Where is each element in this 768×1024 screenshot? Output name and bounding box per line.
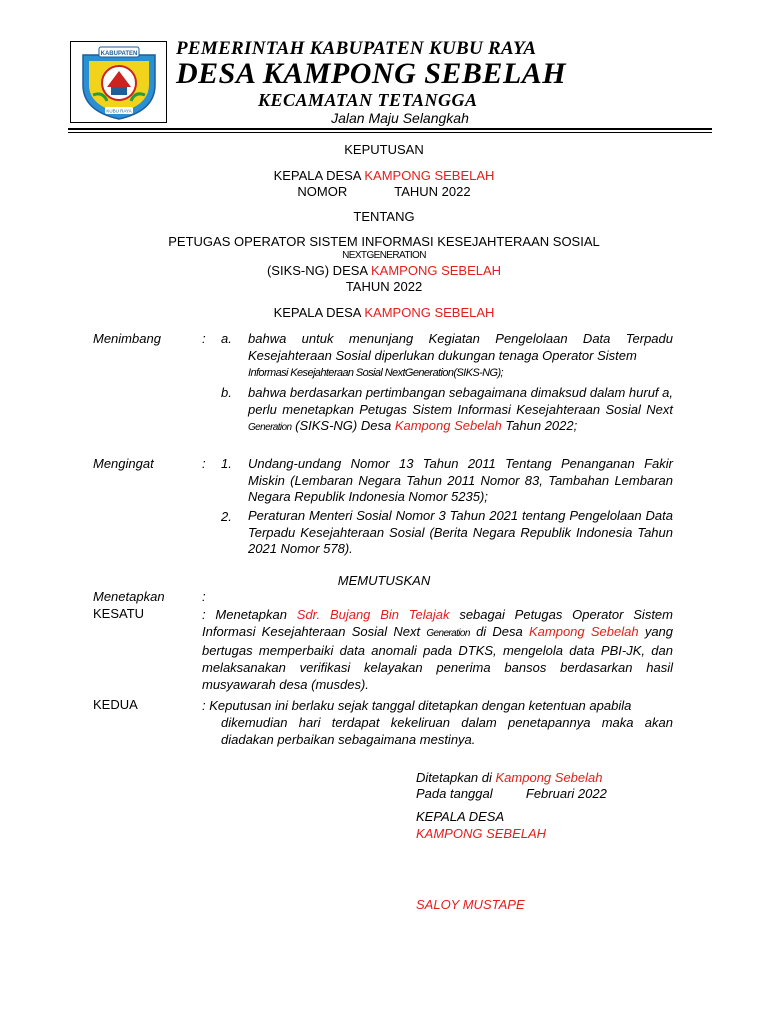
issuer-repeat [0,305,768,320]
decree-issuer [0,168,768,183]
village-name: DESA KAMPONG SEBELAH [176,57,567,90]
year-label: TAHUN 2022 [394,184,471,199]
recalling-1-marker: 1. [221,456,232,471]
district-name: KECAMATAN TETANGGA [258,90,478,110]
subject-line-3 [0,263,768,278]
considering-a-marker: a. [221,331,232,346]
subject-line-2: NEXTGENERATION [342,250,426,261]
enacted-at-label: Ditetapkan di [416,770,492,785]
logo-bottom-text: KUBU RAYA [106,108,132,114]
first-label: KESATU [93,606,145,621]
subject-line-1: PETUGAS OPERATOR SISTEM INFORMASI KESEJAHTERAAN SOSIAL [168,234,600,249]
issuer-village-2: KAMPONG SEBELAH [364,305,495,320]
issuer-title: KEPALA DESA [273,168,361,183]
considering-a-main: bahwa untuk menunjang Kegiatan Pengelolaan Data Terpadu Kesejahteraan Sosial diperlukan dukungan tenaga Operator Sistem [248,331,673,363]
issuer-title-2: KEPALA DESA [273,305,361,320]
government-name: PEMERINTAH KABUPATEN KUBU RAYA [176,38,537,59]
recalling-2-marker: 2. [221,509,232,524]
considering-a-text [248,331,673,382]
considering-a-tail: Informasi Kesejahteraan Sosial NextGeneration(SIKS-NG); [248,367,503,379]
subject-year: TAHUN 2022 [345,279,423,294]
date-label: Pada tanggal [416,786,493,801]
header-divider-thin [68,132,712,133]
first-decision-text [202,606,673,693]
first-village: Kampong Sebelah [528,624,639,639]
subject-village: KAMPONG SEBELAH [371,263,502,278]
first-role: sebagai Petugas Operator Sistem Informasi Kesejahteraan Sosial Next [202,607,673,639]
recalling-2-text: Peraturan Menteri Sosial Nomor 3 Tahun 2021 tentang Pengelolaan Data Terpadu Kesejahteraan Sosial (Berita Negara Republik Indonesia Tahun 2021 Nomor 578). [248,508,673,556]
considering-b-year: Tahun 2022; [505,418,578,433]
issuer-village: KAMPONG SEBELAH [364,168,495,183]
first-prefix: : Menetapkan [202,607,287,622]
enacted-place: Kampong Sebelah [495,770,603,785]
second-label: KEDUA [93,697,138,712]
stipulating-colon: : [202,589,206,604]
subject-prefix: (SIKS-NG) DESA [266,263,368,278]
deciding-heading: MEMUTUSKAN [337,573,431,588]
first-generation: Generation [426,628,470,639]
decree-number [0,184,768,199]
recalling-label: Mengingat [93,456,154,471]
considering-colon: : [202,331,206,346]
considering-b-generation: Generation [248,422,292,433]
considering-b-marker: b. [221,385,232,400]
enacted-date [416,786,607,801]
first-duties: yang bertugas memperbaiki data anomali pada DTKS, mengelola data PBI-JK, dan melaksanakan verifikasi kelayakan penerima bansos berdasarkan hasil musyawarah desa (musdes). [202,624,674,692]
considering-b-text [248,385,673,437]
recalling-1-text: Undang-undang Nomor 13 Tahun 2011 Tentang Penanganan Fakir Miskin (Lembaran Negara Tahun 2011 Nomor 83, Tambahan Lembaran Negara Republik Indonesia Nomor 5235); [248,456,673,504]
considering-b-village: Kampong Sebelah [394,418,502,433]
about-heading: TENTANG [353,209,415,224]
logo-banner-text: KABUPATEN [100,51,138,57]
considering-b-main: bahwa berdasarkan pertimbangan sebagaimana dimaksud dalam huruf a, perlu menetapkan Petugas Sistem Informasi Kesejahteraan Sosial Next [248,385,673,417]
recalling-colon: : [202,456,206,471]
considering-b-siks: (SIKS-NG) Desa [295,418,392,433]
header-divider-thick [68,128,712,130]
number-label: NOMOR [297,184,348,199]
signatory-name: SALOY MUSTAPE [416,897,525,912]
second-decision-text [202,697,673,748]
village-address: Jalan Maju Selangkah [331,110,469,126]
decree-heading: KEPUTUSAN [344,142,424,157]
enacted-at [416,770,603,785]
second-first-line: : Keputusan ini berlaku sejak tanggal ditetapkan dengan ketentuan apabila [202,698,632,713]
date-value: Februari 2022 [525,786,607,801]
stipulating-label: Menetapkan [93,589,165,604]
second-rest: dikemudian hari terdapat kekeliruan dalam penetapannya maka akan diadakan perbaikan sebagaimana mestinya. [221,715,673,747]
first-at-village: di Desa [476,624,523,639]
signatory-village: KAMPONG SEBELAH [416,826,547,841]
appointee-name: Sdr. Bujang Bin Telajak [296,607,450,622]
considering-label: Menimbang [93,331,161,346]
signatory-title: KEPALA DESA [416,809,505,824]
